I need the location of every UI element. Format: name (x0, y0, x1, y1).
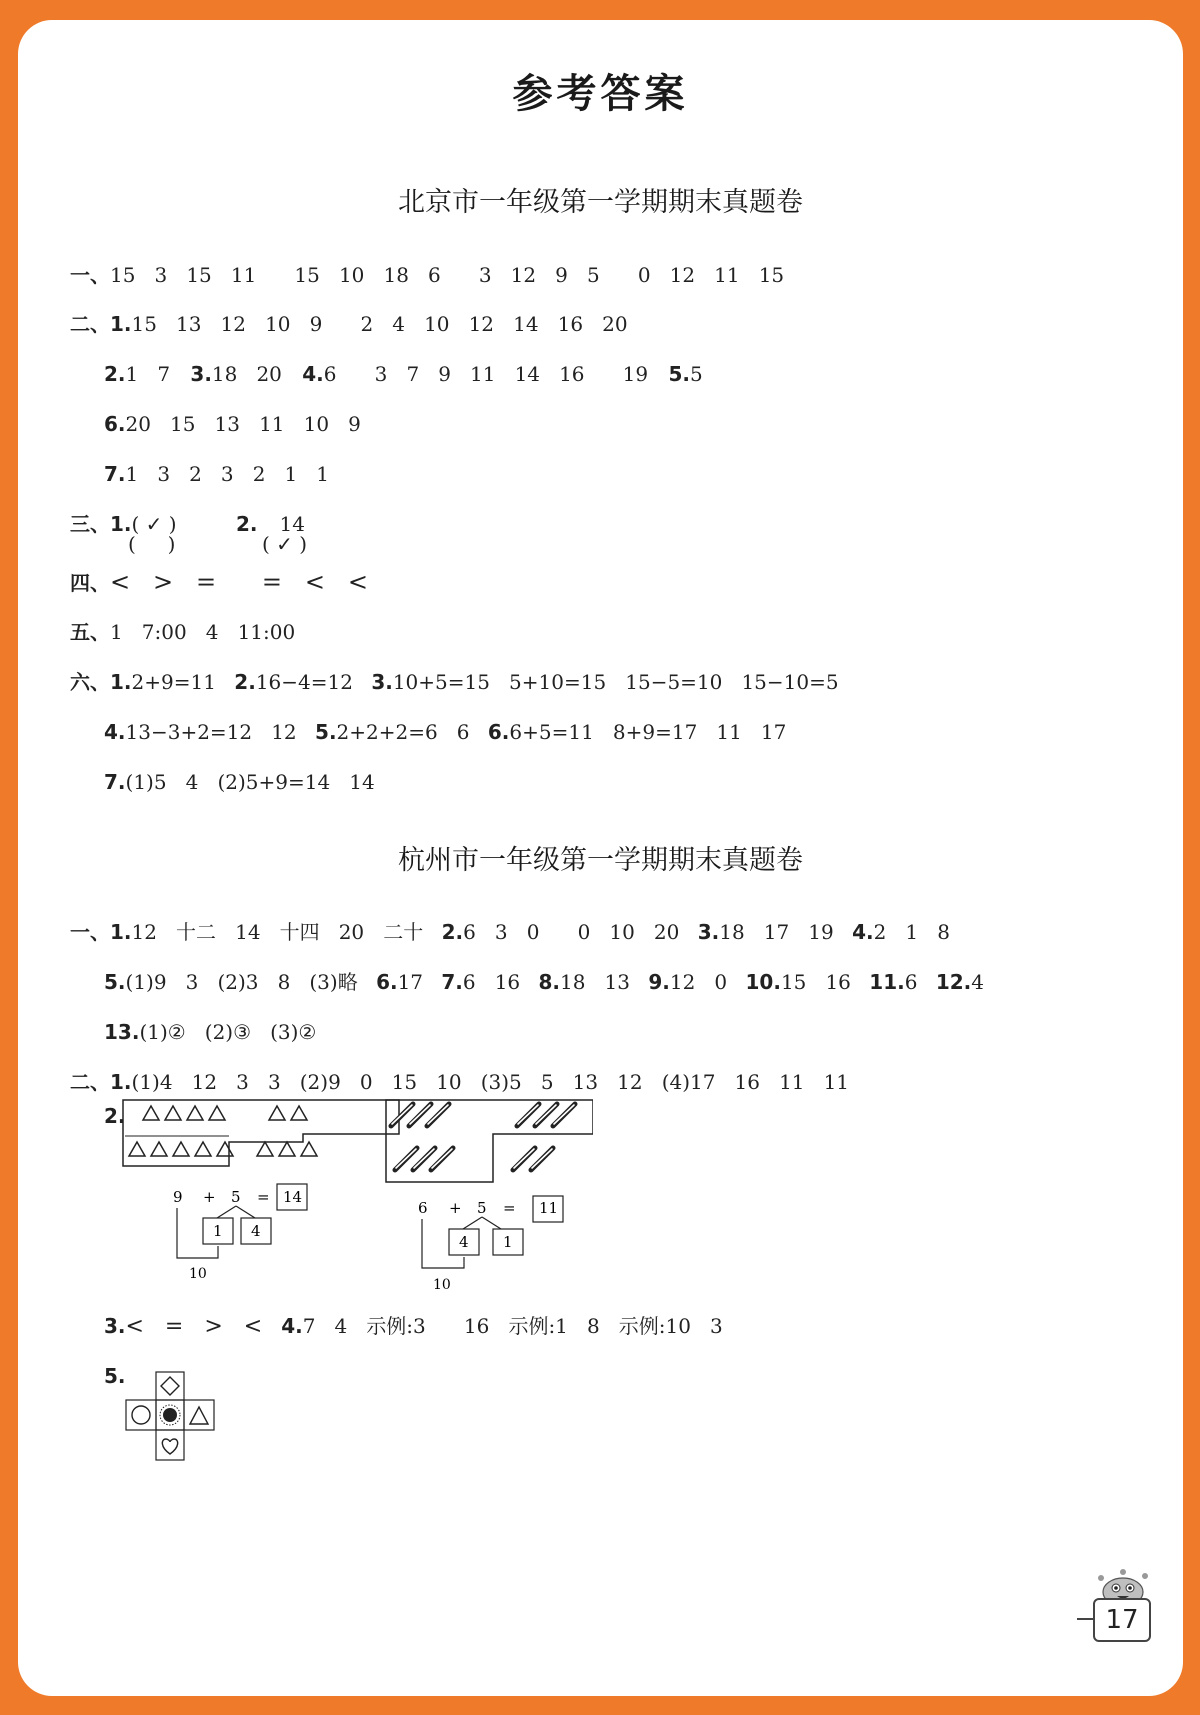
question-label: 6. (487, 720, 510, 744)
answer-row (104, 1364, 126, 1388)
question-label: 3. (104, 1314, 126, 1338)
question-label: 12. (935, 970, 972, 994)
cube-net-diagram (124, 1370, 220, 1466)
question-label: 6. (104, 412, 126, 436)
answer-row (104, 362, 703, 386)
answer-text: 12 十二 14 十四 20 二十 (131, 920, 424, 944)
answer-row (70, 620, 295, 644)
question-label: 2. (236, 512, 258, 536)
answer-text: 15 13 12 10 9 2 4 10 12 14 16 20 (131, 312, 628, 336)
answer-text: ( ) (128, 532, 176, 556)
diagram-left-split1: 1 (213, 1222, 223, 1240)
question-label: 5. (668, 362, 691, 386)
answer-row (104, 720, 786, 744)
answer-text: 20 15 13 11 10 9 (125, 412, 361, 436)
diagram-left-ten-bracket (177, 1208, 218, 1258)
heart-icon (162, 1439, 177, 1454)
answer-text: 1 3 2 3 2 1 1 (125, 462, 330, 486)
question-label: 6. (376, 970, 398, 994)
answer-text: 2 1 8 (873, 920, 950, 944)
diagram-left-op: + (203, 1188, 216, 1206)
answer-text: (1)9 3 (2)3 8 (3)略 (125, 970, 358, 994)
question-label: 二、1. (70, 312, 132, 336)
question-label: 4. (104, 720, 126, 744)
answer-text: 17 (397, 970, 424, 994)
question-label: 二、1. (70, 1070, 132, 1094)
diagram-left-result: 14 (283, 1188, 303, 1206)
answer-row (70, 312, 628, 336)
answer-text: 6+5=11 8+9=17 11 17 (509, 720, 787, 744)
question-label: 2. (104, 1104, 126, 1128)
diagram-left-b: 5 (231, 1188, 241, 1206)
triangle-icon (190, 1407, 208, 1424)
question-label: 2. (234, 670, 256, 694)
question-label: 7. (441, 970, 463, 994)
answer-row (104, 462, 329, 486)
question-label: 3. (697, 920, 720, 944)
diamond-icon (161, 1377, 179, 1395)
answer-text: 5 (690, 362, 703, 386)
answer-text: 14 (279, 512, 305, 536)
answer-text: 18 20 (211, 362, 282, 386)
answer-text: 15 16 (780, 970, 851, 994)
diagram-left-a: 9 (173, 1188, 183, 1206)
question-label: 三、1. (70, 512, 132, 536)
answer-text: < > = = < < (110, 568, 368, 596)
answer-text: 6 3 0 0 10 20 (463, 920, 680, 944)
question-label: 11. (869, 970, 905, 994)
answer-row (104, 1020, 316, 1044)
diagram-right-eq: = (503, 1199, 516, 1217)
question-label: 7. (104, 770, 126, 794)
diagram-right-a: 6 (418, 1199, 428, 1217)
diagram-right-split2: 1 (503, 1233, 513, 1251)
page-number: 17 (1093, 1598, 1151, 1642)
answer-row (104, 770, 375, 794)
net-face-left (126, 1400, 156, 1430)
answer-row (70, 670, 839, 694)
answer-text: 10+5=15 5+10=15 15−5=10 15−10=5 (392, 670, 839, 694)
question-label: 5. (315, 720, 337, 744)
question-label: 13. (104, 1020, 140, 1044)
answer-text: 16−4=12 (255, 670, 353, 694)
answer-row (104, 412, 361, 436)
answer-text: 12 0 (669, 970, 728, 994)
question-label: 3. (371, 670, 393, 694)
answer-text: 6 3 7 9 11 14 16 19 (323, 362, 649, 386)
diagram-right-b: 5 (477, 1199, 487, 1217)
answer-text: < = > < (125, 1314, 263, 1339)
question-label: 8. (538, 970, 561, 994)
question-label: 3. (190, 362, 212, 386)
answer-row (104, 970, 984, 994)
question-label: 五、 (70, 620, 110, 644)
answer-text: (1)② (2)③ (3)② (139, 1020, 317, 1044)
question-label: 7. (104, 462, 126, 486)
make-ten-diagrams (113, 1096, 593, 1306)
answer-text: 1 7:00 4 11:00 (110, 620, 296, 644)
sun-icon (163, 1408, 177, 1422)
answer-text: 18 13 (560, 970, 631, 994)
diagram-left-ten: 10 (189, 1266, 207, 1282)
answer-row (70, 920, 950, 944)
diagram-right-split-lines (463, 1217, 501, 1229)
diagram-right-result: 11 (539, 1199, 559, 1217)
answer-row (128, 532, 175, 556)
answer-text: 6 (904, 970, 918, 994)
question-label: 5. (104, 1364, 126, 1388)
answer-text: 15 3 15 11 15 10 18 6 3 12 9 5 0 12 11 15 (110, 263, 785, 287)
mascot-icon (1093, 1566, 1153, 1602)
page-title: 参考答案 (512, 71, 689, 117)
answer-text: 18 17 19 (719, 920, 834, 944)
answer-row (262, 532, 307, 556)
answer-text: 2+2+2=6 6 (336, 720, 470, 744)
question-label: 一、1. (70, 920, 132, 944)
diagram-right-ten: 10 (433, 1277, 451, 1293)
stick-highlights (392, 1105, 574, 1168)
triangle-icons (129, 1106, 317, 1156)
question-label: 六、1. (70, 670, 132, 694)
net-face-bottom (156, 1430, 184, 1460)
diagram-left-eq: = (257, 1188, 270, 1206)
question-label: 4. (852, 920, 874, 944)
answer-text: 1 7 (125, 362, 171, 386)
section-heading-hangzhou: 杭州市一年级第一学期期末真题卷 (398, 845, 803, 876)
question-label: 9. (648, 970, 670, 994)
answer-row (70, 263, 784, 287)
question-label: 4. (281, 1314, 303, 1338)
diagram-left-split2: 4 (251, 1222, 261, 1240)
diagram-right-ten-bracket (422, 1219, 464, 1268)
diagram-right-split1: 4 (459, 1233, 469, 1251)
answer-row (70, 1070, 849, 1094)
circle-icon (132, 1406, 150, 1424)
question-label: 一、 (70, 263, 110, 287)
answer-text: (1)5 4 (2)5+9=14 14 (125, 770, 375, 794)
diagram-left-split-lines (217, 1206, 255, 1218)
question-label: 5. (104, 970, 126, 994)
answer-row (70, 570, 368, 595)
question-label: 2. (104, 362, 126, 386)
answer-text: 13−3+2=12 12 (125, 720, 297, 744)
question-label: 四、 (70, 571, 110, 595)
stick-group-outline (386, 1100, 593, 1182)
net-face-right (184, 1400, 214, 1430)
answer-text: ( ✓ ) (262, 532, 308, 556)
question-label: 10. (745, 970, 781, 994)
answer-text: 2+9=11 (131, 670, 216, 694)
answer-text: (1)4 12 3 3 (2)9 0 15 10 (3)5 5 13 12 (4)17 16 11 11 (131, 1070, 850, 1094)
answer-page (18, 20, 1183, 1696)
section-heading-beijing: 北京市一年级第一学期期末真题卷 (398, 187, 803, 218)
answer-row (104, 1314, 723, 1339)
answer-text: 4 (971, 970, 984, 994)
question-label: 2. (441, 920, 464, 944)
answer-text: ( ✓ ) (131, 512, 177, 536)
answer-text: 6 16 (462, 970, 521, 994)
answer-text: 7 4 示例:3 16 示例:1 8 示例:10 3 (302, 1314, 723, 1338)
diagram-right-op: + (449, 1199, 462, 1217)
question-label: 4. (302, 362, 324, 386)
